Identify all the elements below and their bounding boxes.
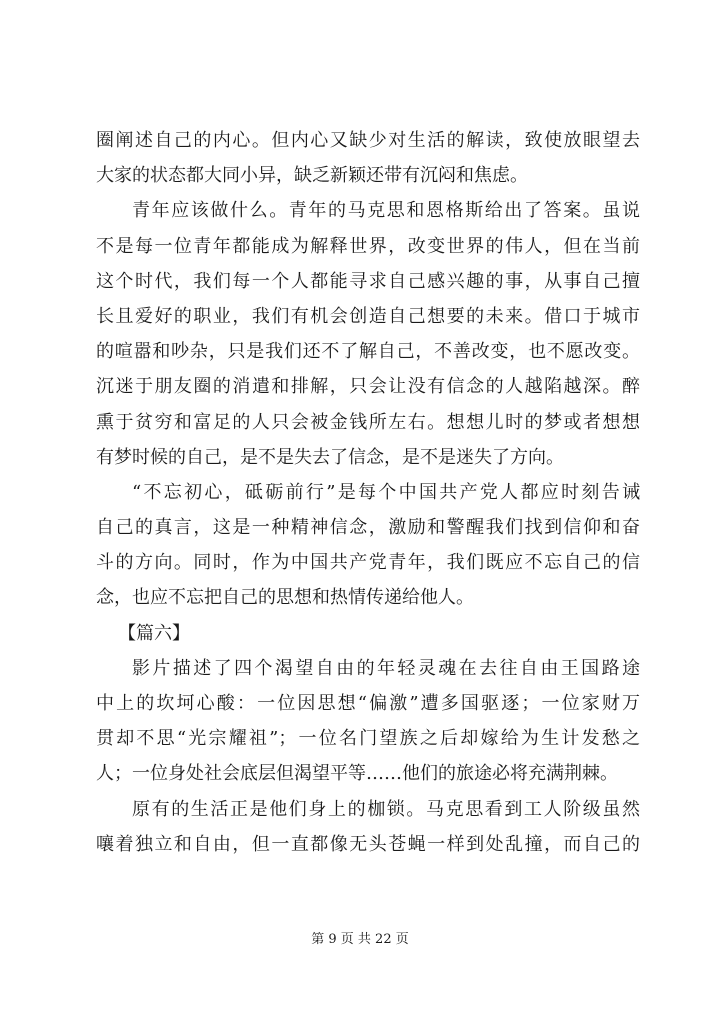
text-line: 熏于贫穷和富足的人只会被金钱所左右。想想儿时的梦或者想想 bbox=[96, 411, 640, 433]
text-line: 念，也应不忘把自己的思想和热情传递给他人。 bbox=[96, 587, 474, 609]
text-line: 沉迷于朋友圈的消遣和排解，只会让没有信念的人越陷越深。醉 bbox=[96, 376, 640, 398]
text-line: 自己的真言，这是一种精神信念，激励和警醒我们找到信仰和奋 bbox=[96, 517, 640, 539]
text-line: 不是每一位青年都能成为解释世界，改变世界的伟人，但在当前 bbox=[96, 235, 640, 257]
text-line: 有梦时候的自己，是不是失去了信念，是不是迷失了方向。 bbox=[96, 446, 564, 468]
text-line: 中上的坎坷心酸：一位因思想“偏激”遭多国驱逐；一位家财万 bbox=[96, 693, 640, 714]
text-line: 大家的状态都大同小异，缺乏新颖还带有沉闷和焦虑。 bbox=[96, 165, 528, 187]
text-line: 贯却不思“光宗耀祖”；一位名门望族之后却嫁给为生计发愁之 bbox=[96, 728, 640, 750]
text-line: 的喧嚣和吵杂，只是我们还不了解自己，不善改变，也不愿改变。 bbox=[96, 341, 640, 363]
page-content bbox=[96, 123, 640, 862]
section-heading: 【篇六】 bbox=[118, 622, 190, 644]
text-line: 原有的生活正是他们身上的枷锁。马克思看到工人阶级虽然 bbox=[132, 798, 640, 820]
text-line: 长且爱好的职业，我们有机会创造自己想要的未来。借口于城市 bbox=[96, 305, 640, 327]
text-line: 人；一位身处社会底层但渴望平等……他们的旅途必将充满荆棘。 bbox=[96, 763, 618, 785]
text-line: “不忘初心，砥砺前行”是每个中国共产党人都应时刻告诫 bbox=[132, 481, 640, 503]
text-line: 这个时代，我们每一个人都能寻求自己感兴趣的事，从事自己擅 bbox=[96, 270, 640, 292]
text-line: 影片描述了四个渴望自由的年轻灵魂在去往自由王国路途 bbox=[132, 657, 640, 679]
page-footer: 第 9 页 共 22 页 bbox=[311, 932, 409, 947]
text-line: 斗的方向。同时，作为中国共产党青年，我们既应不忘自己的信 bbox=[96, 552, 640, 574]
paragraph-block-1 bbox=[96, 123, 640, 616]
paragraph-block-2 bbox=[96, 651, 640, 862]
text-line: 青年应该做什么。青年的马克思和恩格斯给出了答案。虽说 bbox=[132, 200, 640, 222]
text-line: 嚷着独立和自由，但一直都像无头苍蝇一样到处乱撞，而自己的 bbox=[96, 833, 640, 855]
text-line: 圈阐述自己的内心。但内心又缺少对生活的解读，致使放眼望去 bbox=[96, 130, 640, 151]
